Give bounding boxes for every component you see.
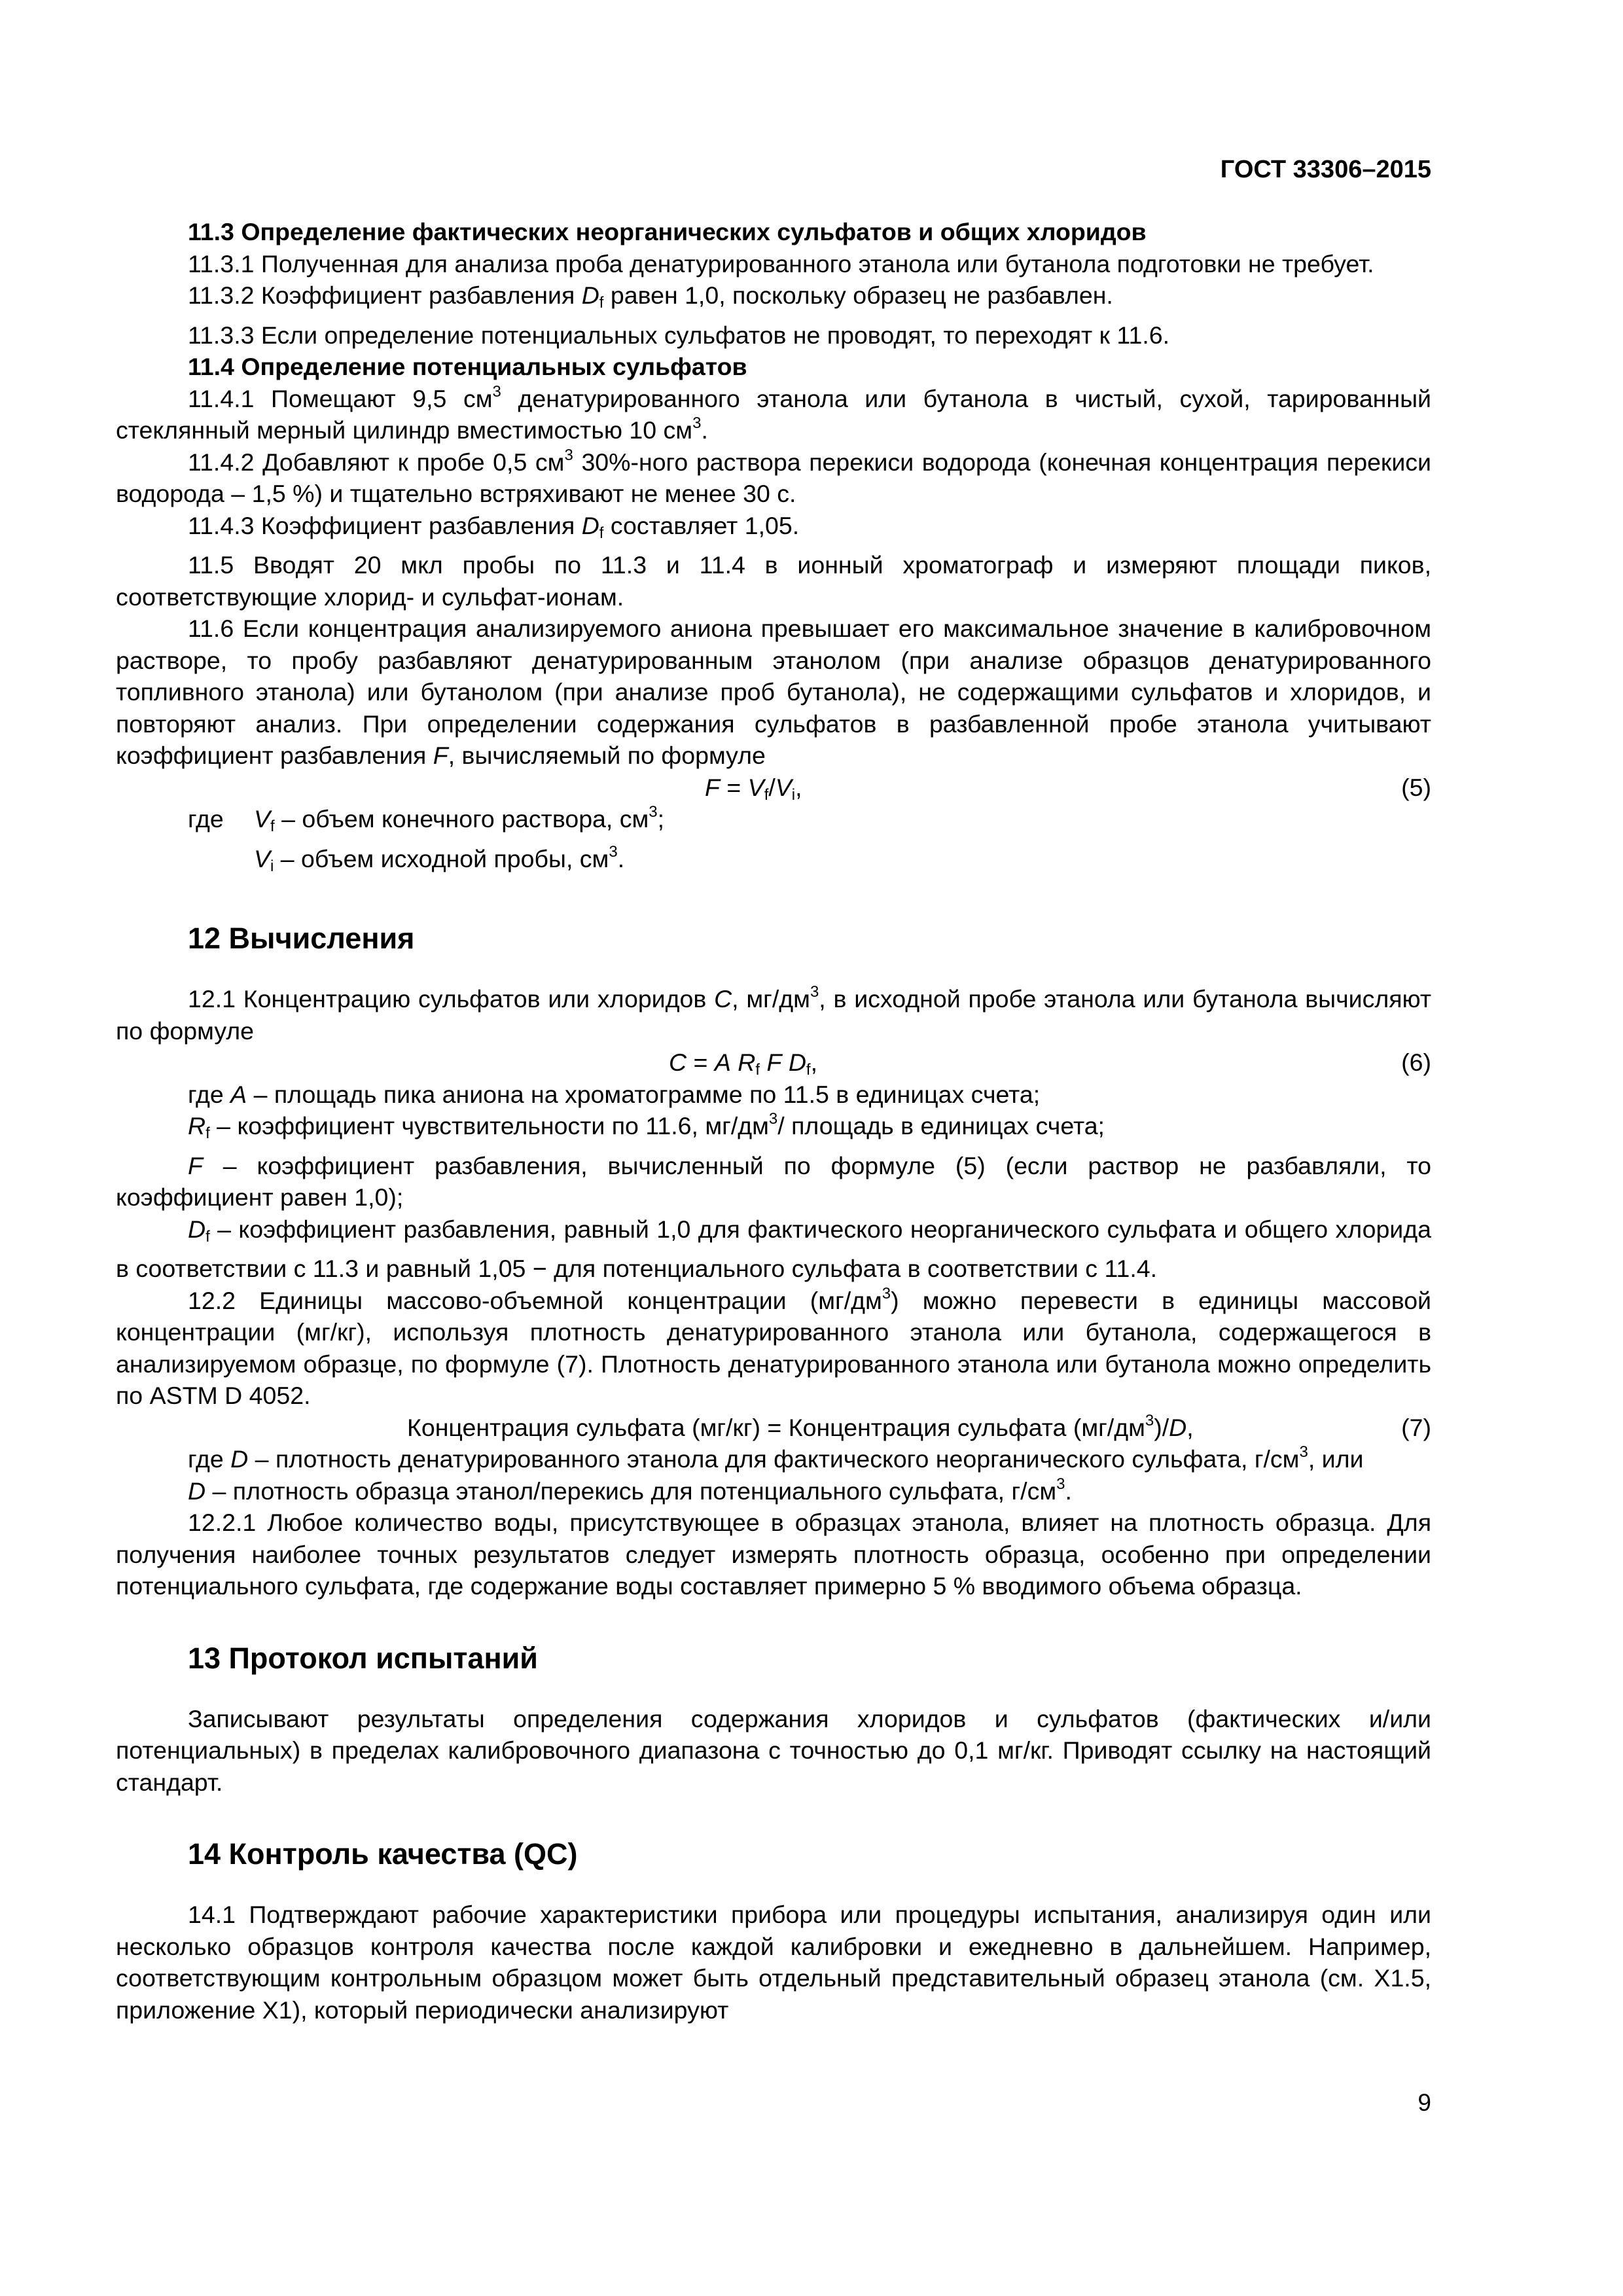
where-7-d2: D – плотность образца этанол/перекись для потенциального сульфата, $г/см^3$. — [188, 1475, 1072, 1505]
where-6-a: где A – площадь пика аниона на хроматограмме по 11.5 в единицах счета; — [188, 1080, 1041, 1108]
formula-5-expression: $F = V_f/V_i$, — [705, 773, 802, 804]
section-12-heading: 12 Вычисления — [188, 922, 415, 955]
paragraph-11-5: 11.5 Вводят 20 мкл пробы по 11.3 и 11.4 в ионный хроматограф и измеряют площади пиков, соответствующие хлорид- и сульфат-ионам. — [116, 551, 1431, 611]
section-11-4-title: 11.4 Определение потенциальных сульфатов — [188, 353, 747, 380]
formula-7-expression: Концентрация сульфата (мг/кг) = Концентрация сульфата $(мг/дм^3)/D$, — [407, 1411, 1194, 1441]
where-5-vf: где $V_f$ – объем конечного раствора, $см^3$; — [188, 803, 665, 835]
paragraph-13: Записывают результаты определения содержания хлоридов и сульфатов (фактических и/или потенциальных) в пределах калибровочного диапазона с точностью до 0,1 мг/кг. Приводят ссылку на настоящий стандарт. — [116, 1704, 1431, 1796]
section-11-3-title: 11.3 Определение фактических неорганических сульфатов и общих хлоридов — [188, 218, 1147, 245]
where-6-rf: $R_f$ – коэффициент чувствительности по 11.6, $мг/дм^3/$ площадь в единицах счета; — [188, 1110, 1105, 1142]
formula-6-number: (6) — [1401, 1049, 1431, 1076]
page-content — [116, 216, 1431, 2026]
where-6-f: F – коэффициент разбавления, вычисленный по формуле (5) (если раствор не разбавляли, то коэффициент равен 1,0); — [116, 1151, 1431, 1211]
paragraph-14-1: 14.1 Подтверждают рабочие характеристики прибора или процедуры испытания, анализируя один или несколько образцов контроля качества после каждой калибровки и ежедневно в дальнейшем. Например, соответствующим контрольным образцом может быть отдельный представительный образец этанола (см. X1.5, приложение X1), который периодически анализируют — [116, 1901, 1431, 2024]
paragraph-11-3-3: 11.3.3 Если определение потенциальных сульфатов не проводят, то переходят к 11.6. — [188, 321, 1170, 349]
formula-5-number: (5) — [1401, 773, 1431, 801]
paragraph-11-3-1: 11.3.1 Полученная для анализа проба денатурированного этанола или бутанола подготовки не требует. — [188, 249, 1374, 278]
paragraph-12-2-1: 12.2.1 Любое количество воды, присутствующее в образцах этанола, влияет на плотность образца. Для получения наиболее точных результатов следует измерять плотность образца, особенно при определении потенциального сульфата, где содержание воды составляет примерно 5 % вводимого объема образца. — [116, 1509, 1431, 1600]
paragraph-11-6: 11.6 Если концентрация анализируемого аниона превышает его максимальное значение в калибровочном растворе, то пробу разбавляют денатурированным этанолом (при анализе образцов денатурированного топливного этанола) или бутанолом (при анализе проб бутанола), не содержащими сульфатов и хлоридов, и повторяют анализ. При определении содержания сульфатов в разбавленной пробе этанола учитывают коэффициент разбавления F, вычисляемый по формуле — [116, 615, 1431, 769]
formula-6 — [116, 1047, 1431, 1079]
formula-5 — [116, 772, 1431, 804]
paragraph-11-3-2: 11.3.2 Коэффициент разбавления $D_f$ равен 1,0, поскольку образец не разбавлен. — [188, 281, 1113, 312]
formula-7-number: (7) — [1401, 1413, 1431, 1441]
page-number: 9 — [1418, 2089, 1431, 2116]
where-5-vi: $V_i$ – объем исходной пробы, $см^3$. — [254, 842, 625, 875]
section-13-heading: 13 Протокол испытаний — [188, 1641, 538, 1675]
paragraph-11-4-1: 11.4.1 Помещают 9,5 $см^3$ денатурированного этанола или бутанола в чистый, сухой, тарированный стеклянный мерный цилиндр вместимостью 10 $см^3$. — [116, 382, 1431, 444]
paragraph-11-4-2: 11.4.2 Добавляют к пробе 0,5 $см^3$ 30%-ного раствора перекиси водорода (конечная концентрация перекиси водорода – 1,5 %) и тщательно встряхивают не менее 30 с. — [116, 446, 1431, 507]
formula-7 — [116, 1412, 1431, 1444]
paragraph-12-2: 12.2 Единицы массово-объемной концентрации $(мг/дм^3)$ можно перевести в единицы массовой концентрации (мг/кг), используя плотность денатурированного этанола или бутанола, содержащегося в анализируемом образце, по формуле (7). Плотность денатурированного этанола или бутанола можно определить по ASTM D 4052. — [116, 1284, 1432, 1409]
where-6-df: $D_f$ – коэффициент разбавления, равный 1,0 для фактического неорганического сульфата и общего хлорида в соответствии с 11.3 и равный 1,05 − для потенциального сульфата в соответствии с 11.4. — [116, 1215, 1431, 1282]
paragraph-11-4-3: 11.4.3 Коэффициент разбавления $D_f$ составляет 1,05. — [188, 511, 800, 542]
section-14-heading: 14 Контроль качества (QC) — [188, 1837, 578, 1871]
where-7-d1: где D – плотность денатурированного этанола для фактического неорганического сульфата, $г/см^3$, или — [188, 1443, 1364, 1473]
standard-number: ГОСТ 33306–2015 — [1220, 156, 1431, 183]
paragraph-12-1: 12.1 Концентрацию сульфатов или хлоридов C, $мг/дм^3$, в исходной пробе этанола или бутанола вычисляют по формуле — [116, 983, 1431, 1045]
formula-6-expression: C = A $R_f$ F $D_f$, — [669, 1049, 817, 1079]
